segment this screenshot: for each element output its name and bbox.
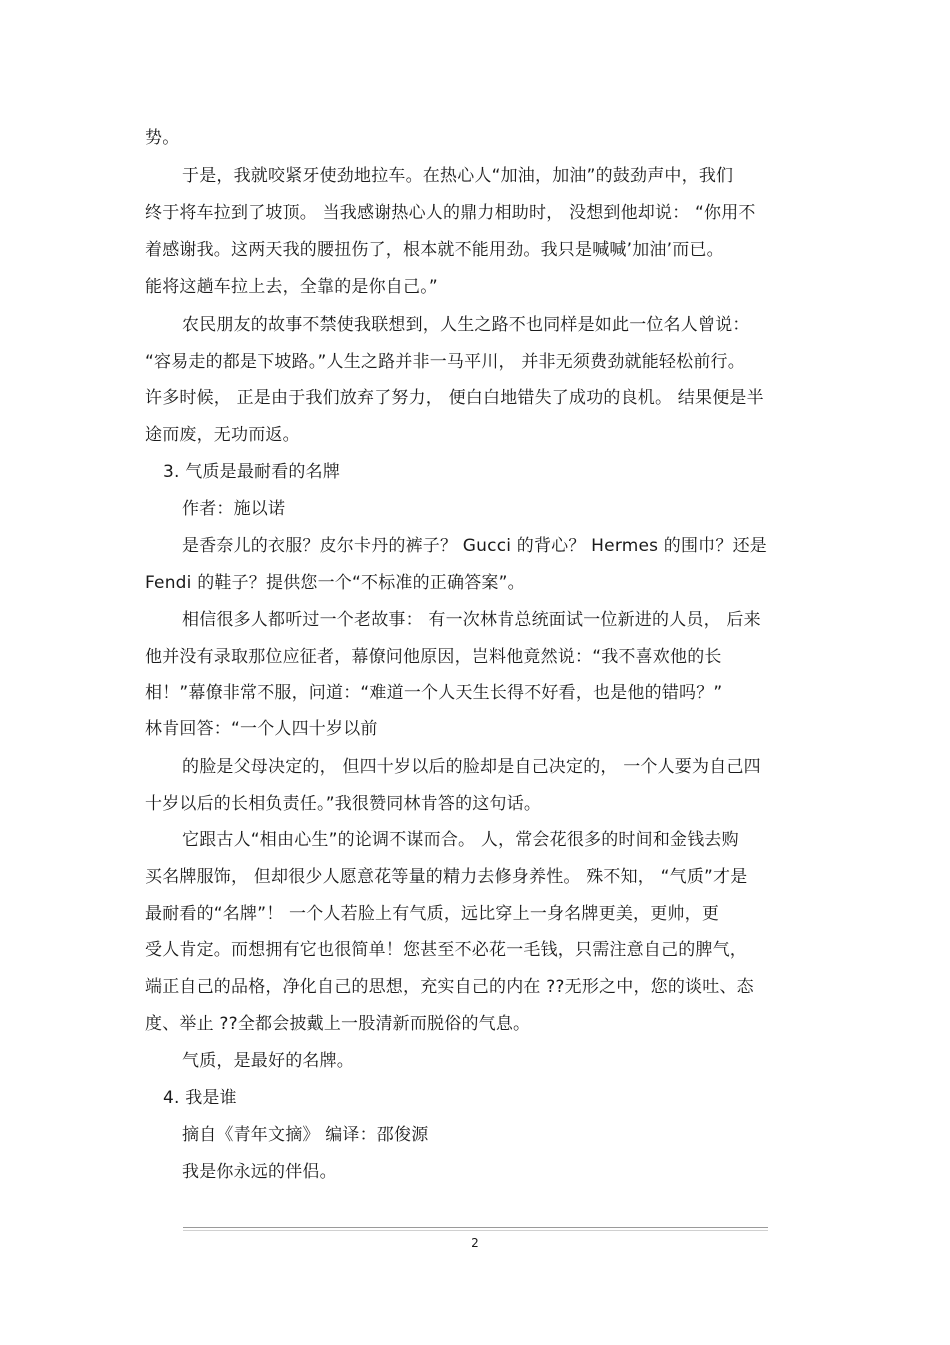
text-line: 是香奈儿的衣服？皮尔卡丹的裤子？ Gucci 的背心？ Hermes 的围巾？还是 (182, 536, 767, 556)
text-line: 买名牌服饰， 但却很少人愿意花等量的精力去修身养性。 殊不知， “气质”才是 (145, 867, 748, 887)
text-line: 他并没有录取那位应征者，幕僚问他原因，岂料他竟然说：“我不喜欢他的长 (145, 647, 722, 667)
text-line: 许多时候， 正是由于我们放弃了努力， 便白白地错失了成功的良机。 结果便是半 (145, 388, 764, 408)
footer-divider (183, 1227, 768, 1228)
text-line: 最耐看的“名牌”！ 一个人若脸上有气质，远比穿上一身名牌更美，更帅，更 (145, 904, 720, 924)
text-line: 端正自己的品格，净化自己的思想，充实自己的内在 ??无形之中，您的谈吐、态 (145, 977, 754, 997)
text-line: 气质，是最好的名牌。 (182, 1051, 354, 1071)
text-line: “容易走的都是下坡路。”人生之路并非一马平川， 并非无须费劲就能轻松前行。 (145, 352, 745, 372)
text-line: 于是，我就咬紧牙使劲地拉车。在热心人“加油，加油”的鼓劲声中，我们 (182, 166, 734, 186)
text-line: 受人肯定。而想拥有它也很简单！您甚至不必花一毛钱，只需注意自己的脾气， (145, 940, 747, 960)
text-line: 相！”幕僚非常不服，问道：“难道一个人天生长得不好看，也是他的错吗？” (145, 683, 723, 703)
text-line: Fendi 的鞋子？提供您一个“不标准的正确答案”。 (145, 573, 525, 593)
text-line: 它跟古人“相由心生”的论调不谋而合。 人，常会花很多的时间和金钱去购 (182, 830, 739, 850)
source-line: 摘自《青年文摘》 编译：邵俊源 (182, 1125, 429, 1145)
section-heading: 3. 气质是最耐看的名牌 (163, 462, 341, 482)
text-line: 农民朋友的故事不禁使我联想到，人生之路不也同样是如此一位名人曾说： (182, 315, 750, 335)
text-line: 我是你永远的伴侣。 (182, 1162, 337, 1182)
text-line: 度、举止 ??全都会披戴上一股清新而脱俗的气息。 (145, 1014, 531, 1034)
footer-divider-shadow (183, 1230, 768, 1231)
text-line: 终于将车拉到了坡顶。 当我感谢热心人的鼎力相助时， 没想到他却说： “你用不 (145, 203, 756, 223)
text-line: 着感谢我。这两天我的腰扭伤了，根本就不能用劲。我只是喊喊’加油’而已。 (145, 240, 724, 260)
text-line: 途而废，无功而返。 (145, 425, 300, 445)
text-line: 能将这趟车拉上去，全靠的是你自己。” (145, 277, 438, 297)
text-line: 的脸是父母决定的， 但四十岁以后的脸却是自己决定的， 一个人要为自己四 (182, 757, 761, 777)
text-line: 相信很多人都听过一个老故事： 有一次林肯总统面试一位新进的人员， 后来 (182, 610, 761, 630)
text-line: 势。 (145, 128, 180, 148)
text-line: 十岁以后的长相负责任。”我很赞同林肯答的这句话。 (145, 794, 542, 814)
page-number: 2 (471, 1236, 479, 1250)
section-heading: 4. 我是谁 (163, 1088, 237, 1108)
author-line: 作者：施以诺 (182, 499, 286, 519)
text-line: 林肯回答：“一个人四十岁以前 (145, 719, 378, 739)
